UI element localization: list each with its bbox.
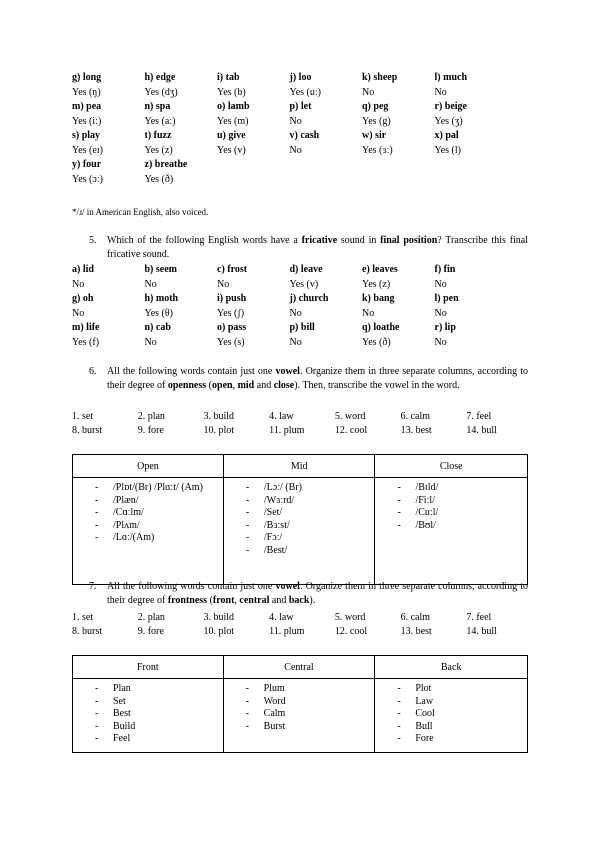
- word-row: [72, 263, 532, 278]
- word-row: [72, 129, 532, 144]
- word-item: b) seem: [144, 264, 177, 275]
- word-item: s) play: [72, 130, 101, 141]
- openness-table: [72, 454, 528, 585]
- answer-row: [72, 144, 532, 159]
- numbered-word: 1. set: [72, 411, 94, 422]
- list-item: - /Lɑː/(Am): [73, 532, 223, 545]
- word-item: i) push: [217, 293, 247, 304]
- footnote: */ɹ/ in American English, also voiced.: [72, 207, 209, 217]
- numbered-word: 2. plan: [137, 612, 165, 623]
- word-item: i) tab: [217, 72, 240, 83]
- list-item: - Plot: [375, 683, 527, 696]
- numbered-word: 10. plot: [203, 424, 234, 436]
- word-list-q6: [72, 410, 532, 437]
- numbered-word: 6. calm: [400, 612, 431, 623]
- dash-list: [73, 482, 223, 545]
- word-item: d) leave: [289, 264, 323, 275]
- answer-item: Yes (ʒ): [434, 115, 463, 127]
- word-item: e) leaves: [362, 264, 398, 275]
- answer-item: No: [289, 115, 302, 127]
- answer-item: No: [144, 336, 157, 348]
- word-list-row: [72, 410, 532, 424]
- word-item: m) life: [72, 322, 100, 333]
- word-row: [72, 158, 532, 173]
- dash-list: [224, 482, 375, 558]
- numbered-word: 8. burst: [72, 625, 102, 637]
- numbered-word: 4. law: [269, 411, 294, 422]
- column-header-front: Front: [73, 656, 224, 679]
- answer-item: Yes (s): [217, 336, 245, 348]
- list-item: - Feel: [73, 733, 223, 746]
- word-item: p) let: [289, 101, 312, 112]
- list-item: - /Best/: [224, 545, 375, 558]
- front-column: [73, 679, 224, 753]
- answer-item: Yes (ð): [362, 336, 391, 348]
- answer-row: [72, 278, 532, 293]
- numbered-word: 13. best: [400, 625, 432, 637]
- back-column: [375, 679, 528, 753]
- answer-item: Yes (v): [217, 144, 246, 156]
- answer-item: No: [434, 307, 447, 319]
- answer-item: Yes (z): [362, 278, 391, 290]
- word-item: a) lid: [72, 264, 94, 275]
- list-item: - /Fɔː/: [224, 532, 375, 545]
- word-item: n) spa: [144, 101, 171, 112]
- word-row: [72, 100, 532, 115]
- list-item: - Bull: [375, 721, 527, 734]
- word-item: j) loo: [289, 72, 312, 83]
- answer-item: No: [434, 336, 447, 348]
- answer-row: [72, 115, 532, 130]
- dash-list: [224, 683, 375, 733]
- column-header-close: Close: [375, 455, 528, 478]
- mid-column: [223, 478, 375, 585]
- list-item: - /Lɔː/ (Br): [224, 482, 375, 495]
- word-list-row: [72, 625, 532, 639]
- answer-row: [72, 336, 532, 351]
- list-item: - /Cuːl/: [375, 507, 527, 520]
- answer-item: Yes (iː): [72, 115, 102, 127]
- list-item: - Set: [73, 696, 223, 709]
- word-item: o) pass: [217, 322, 247, 333]
- question-text: Which of the following English words have a fricative sound in final position? Transcribe this final fricative sound.: [107, 235, 529, 260]
- list-item: - /Bɜːst/: [224, 520, 375, 533]
- answer-item: [217, 173, 290, 188]
- numbered-word: 2. plan: [137, 411, 165, 422]
- column-header-central: Central: [223, 656, 375, 679]
- answer-item: Yes (ð): [144, 173, 174, 185]
- word-item: [290, 158, 363, 173]
- list-item: - /Bʊl/: [375, 520, 527, 533]
- question-text: All the following words contain just one vowel. Organize them in three separate columns, according to their degree of frontness (front, central and back).: [107, 581, 528, 606]
- word-item: f) fin: [434, 264, 456, 275]
- answer-item: No: [144, 278, 157, 290]
- word-item: y) four: [72, 159, 102, 170]
- word-item: h) moth: [144, 293, 179, 304]
- numbered-word: 11. plum: [269, 625, 305, 637]
- list-item: - Plan: [73, 683, 223, 696]
- numbered-word: 5. word: [334, 411, 366, 422]
- list-item: - Fore: [375, 733, 527, 746]
- answer-item: Yes (ɔː): [72, 173, 103, 185]
- list-item: - /Fiːl/: [375, 495, 527, 508]
- list-item: - Law: [375, 696, 527, 709]
- word-item: r) lip: [434, 322, 456, 333]
- numbered-word: 9. fore: [137, 625, 164, 637]
- central-column: [223, 679, 375, 753]
- answer-item: Yes (b): [217, 86, 246, 98]
- word-item: h) edge: [144, 72, 176, 83]
- word-item: l) pen: [434, 293, 459, 304]
- numbered-word: 3. build: [203, 411, 234, 422]
- numbered-word: 10. plot: [203, 625, 234, 637]
- list-item: - /Plɒt/(Br) /Plɑːt/ (Am): [73, 482, 223, 495]
- word-item: k) sheep: [362, 72, 398, 83]
- answer-grid-previous: [72, 71, 532, 187]
- list-item: - Burst: [224, 721, 375, 734]
- answer-item: No: [434, 278, 447, 290]
- word-item: r) beige: [434, 101, 467, 112]
- word-item: g) long: [72, 72, 102, 83]
- word-item: p) bill: [289, 322, 315, 333]
- word-item: [435, 158, 508, 173]
- numbered-word: 12. cool: [334, 424, 368, 436]
- question-6: [72, 365, 528, 393]
- list-item: - Build: [73, 721, 223, 734]
- list-item: - /Cɑːlm/: [73, 507, 223, 520]
- numbered-word: 7. feel: [466, 411, 492, 422]
- list-item: - /Plæn/: [73, 495, 223, 508]
- numbered-word: 14. bull: [466, 625, 497, 637]
- answer-item: [362, 173, 435, 188]
- word-item: c) frost: [217, 264, 248, 275]
- answer-item: No: [289, 307, 302, 319]
- dash-list: [73, 683, 223, 746]
- answer-item: Yes (z): [144, 144, 173, 156]
- column-header-back: Back: [375, 656, 528, 679]
- answer-item: Yes (eɪ): [72, 144, 103, 156]
- word-item: j) church: [289, 293, 329, 304]
- list-item: - Best: [73, 708, 223, 721]
- word-row: [72, 321, 532, 336]
- answer-item: Yes (v): [289, 278, 319, 290]
- list-item: - Calm: [224, 708, 375, 721]
- numbered-word: 1. set: [72, 612, 94, 623]
- question-number: 6.: [89, 366, 97, 377]
- word-item: [362, 158, 435, 173]
- numbered-word: 6. calm: [400, 411, 431, 422]
- answer-item: Yes (dʒ): [144, 86, 178, 98]
- numbered-word: 14. bull: [466, 424, 497, 436]
- word-list-q7: [72, 611, 532, 638]
- list-item: - Word: [224, 696, 375, 709]
- answer-item: Yes (θ): [144, 307, 174, 319]
- answer-item: Yes (ŋ): [72, 86, 101, 98]
- list-item: - /Plʌm/: [73, 520, 223, 533]
- answer-item: No: [289, 336, 302, 348]
- answer-item: [290, 173, 363, 188]
- dash-list: [375, 482, 527, 532]
- dash-list: [375, 683, 527, 746]
- answer-item: Yes (ʃ): [217, 307, 245, 319]
- column-header-open: Open: [73, 455, 224, 478]
- word-item: v) cash: [289, 130, 320, 141]
- frontness-table: [72, 655, 528, 753]
- word-row: [72, 71, 532, 86]
- answer-item: Yes (f): [72, 336, 100, 348]
- numbered-word: 5. word: [334, 612, 366, 623]
- column-header-mid: Mid: [223, 455, 375, 478]
- answer-grid-q5: [72, 263, 532, 350]
- answer-item: Yes (g): [362, 115, 391, 127]
- open-column: [73, 478, 224, 585]
- word-item: o) lamb: [217, 101, 250, 112]
- answer-row: [72, 86, 532, 101]
- word-item: w) sir: [362, 130, 387, 141]
- answer-item: Yes (uː): [289, 86, 321, 98]
- answer-item: No: [362, 307, 375, 319]
- word-row: [72, 292, 532, 307]
- answer-row: [72, 173, 532, 188]
- answer-item: No: [434, 86, 447, 98]
- answer-item: No: [289, 144, 302, 156]
- word-item: q) peg: [362, 101, 389, 112]
- word-item: l) much: [434, 72, 467, 83]
- list-item: - /Wɜːrd/: [224, 495, 375, 508]
- question-5: [72, 234, 528, 262]
- answer-item: No: [72, 278, 85, 290]
- list-item: - Cool: [375, 708, 527, 721]
- numbered-word: 12. cool: [334, 625, 368, 637]
- numbered-word: 7. feel: [466, 612, 492, 623]
- list-item: - /Bɪld/: [375, 482, 527, 495]
- close-column: [375, 478, 528, 585]
- question-7: [72, 580, 528, 608]
- word-item: g) oh: [72, 293, 94, 304]
- answer-item: Yes (l): [434, 144, 461, 156]
- word-item: n) cab: [144, 322, 171, 333]
- answer-item: Yes (ɜː): [362, 144, 393, 156]
- word-item: k) bang: [362, 293, 395, 304]
- word-item: m) pea: [72, 101, 102, 112]
- word-item: q) loathe: [362, 322, 400, 333]
- answer-item: No: [217, 278, 230, 290]
- word-item: z) breathe: [144, 159, 188, 170]
- word-list-row: [72, 611, 532, 625]
- answer-row: [72, 307, 532, 322]
- numbered-word: 9. fore: [137, 424, 164, 436]
- numbered-word: 11. plum: [269, 424, 305, 436]
- numbered-word: 3. build: [203, 612, 234, 623]
- list-item: - /Set/: [224, 507, 375, 520]
- numbered-word: 8. burst: [72, 424, 102, 436]
- word-item: [217, 158, 290, 173]
- word-item: t) fuzz: [144, 130, 172, 141]
- list-item: - Plum: [224, 683, 375, 696]
- word-list-row: [72, 424, 532, 438]
- answer-item: No: [72, 307, 85, 319]
- numbered-word: 13. best: [400, 424, 432, 436]
- word-item: x) pal: [434, 130, 459, 141]
- question-number: 5.: [89, 235, 97, 246]
- numbered-word: 4. law: [269, 612, 294, 623]
- answer-item: Yes (aː): [144, 115, 176, 127]
- answer-item: Yes (m): [217, 115, 249, 127]
- word-item: u) give: [217, 130, 246, 141]
- question-text: All the following words contain just one vowel. Organize them in three separate columns, according to their degree of openness (open, mid and close). Then, transcribe the vowel in the word.: [107, 366, 528, 391]
- question-number: 7.: [89, 581, 97, 592]
- answer-item: No: [362, 86, 375, 98]
- answer-item: [435, 173, 508, 188]
